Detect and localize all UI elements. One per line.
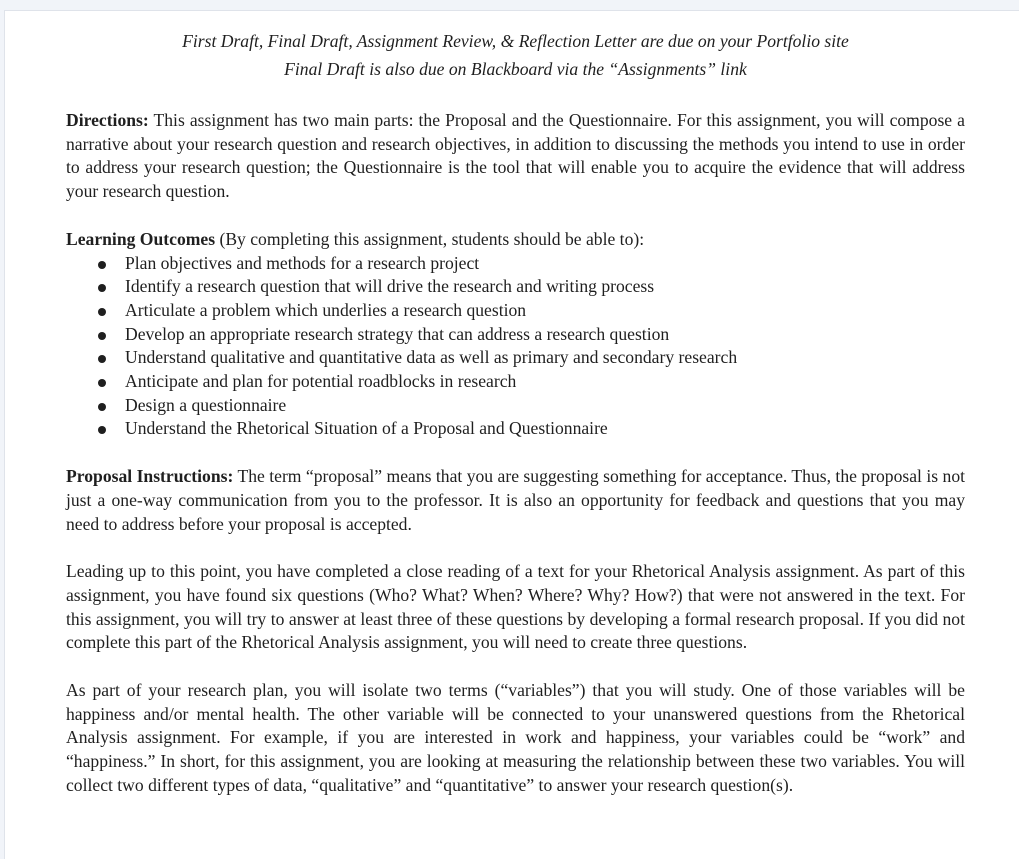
bullet-icon — [98, 379, 106, 387]
proposal-instructions-label: Proposal Instructions: — [66, 466, 234, 487]
bullet-icon — [98, 426, 106, 434]
learning-outcomes-section — [66, 228, 965, 441]
due-dates-header — [66, 27, 965, 83]
list-item: Develop an appropriate research strategy that can address a research question — [96, 323, 965, 347]
research-plan-paragraph: As part of your research plan, you will isolate two terms (“variables”) that you will study. One of those variables will be happiness and/or mental health. The other variable will be connected to your unanswered questions from the Rhetorical Analysis assignment. For example, if you are interested in work and happiness, your variables could be “work” and “happiness.” In short, for this assignment, you are looking at measuring the relationship between these two variables. You will collect two different types of data, “qualitative” and “quantitative” to answer your research question(s). — [66, 680, 965, 795]
learning-outcomes-intro: (By completing this assignment, students should be able to): — [215, 228, 645, 249]
bullet-icon — [98, 261, 106, 269]
bullet-icon — [98, 332, 106, 340]
header-line-blackboard: Final Draft is also due on Blackboard via the “Assignments” link — [284, 59, 747, 79]
bullet-icon — [98, 308, 106, 316]
document-content — [66, 27, 965, 798]
bullet-icon — [98, 284, 106, 292]
bullet-icon — [98, 355, 106, 363]
list-item: Anticipate and plan for potential roadblocks in research — [96, 370, 965, 394]
proposal-instructions-text: The term “proposal” means that you are suggesting something for acceptance. Thus, the proposal is not just a one-way communication from you to the professor. It is also an opportunity for feedback and questions that you may need to address before your proposal is accepted. — [66, 466, 966, 534]
learning-outcomes-label: Learning Outcomes — [66, 228, 216, 249]
proposal-instructions-paragraph — [66, 465, 965, 536]
learning-outcomes-heading — [66, 228, 965, 252]
list-item: Plan objectives and methods for a research project — [96, 252, 965, 276]
bullet-icon — [98, 403, 106, 411]
directions-label: Directions: — [66, 110, 149, 130]
list-item: Articulate a problem which underlies a research question — [96, 299, 965, 323]
list-item: Identify a research question that will drive the research and writing process — [96, 275, 965, 299]
header-line-portfolio: First Draft, Final Draft, Assignment Review, & Reflection Letter are due on your Portfolio site — [182, 31, 849, 51]
list-item: Understand qualitative and quantitative data as well as primary and secondary research — [96, 346, 965, 370]
directions-paragraph — [66, 109, 965, 204]
document-page — [4, 10, 1019, 859]
leading-up-paragraph: Leading up to this point, you have completed a close reading of a text for your Rhetorical Analysis assignment. As part of this assignment, you have found six questions (Who? What? When? Where? Why? How?) that were not answered in the text. For this assignment, you will try to answer at least three of these questions by developing a formal research proposal. If you did not complete this part of the Rhetorical Analysis assignment, you will need to create three questions. — [66, 561, 965, 653]
directions-text: This assignment has two main parts: the Proposal and the Questionnaire. For this assignment, you will compose a narrative about your research question and research objectives, in addition to discussing the methods you intend to use in order to address your research question; the Questionnaire is the tool that will enable you to acquire the evidence that will address your research question. — [66, 110, 965, 202]
learning-outcomes-list — [66, 252, 965, 442]
list-item: Design a questionnaire — [96, 394, 965, 418]
list-item: Understand the Rhetorical Situation of a Proposal and Questionnaire — [96, 417, 965, 441]
